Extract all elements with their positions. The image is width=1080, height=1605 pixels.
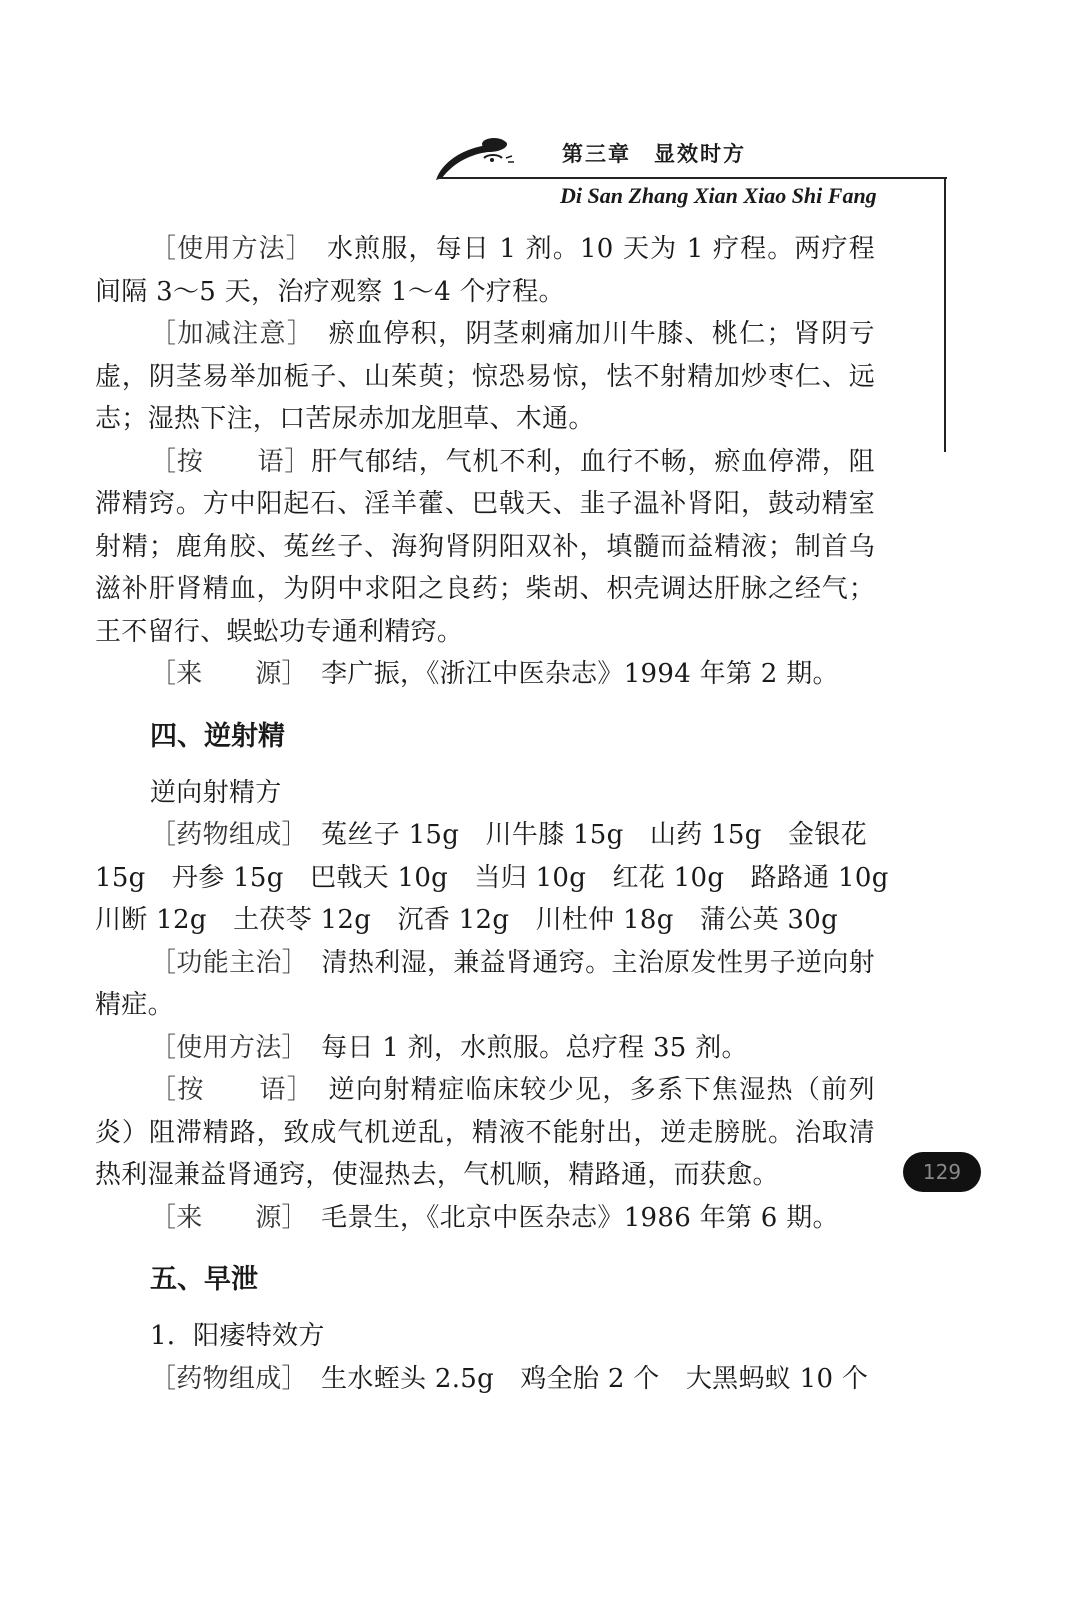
note-paragraph (95, 441, 875, 654)
usage-text: 每日 1 剂，水煎服。总疗程 35 剂。 (294, 1032, 748, 1063)
running-header (0, 0, 1080, 230)
ingredients-text: 生水蛭头 2.5g 鸡全胎 2 个 大黑蚂蚁 10 个 (294, 1363, 869, 1394)
usage-paragraph (95, 228, 875, 313)
function-label: ［功能主治］ (150, 947, 296, 978)
usage-label: ［使用方法］ (150, 234, 300, 264)
source-text: 毛景生，《北京中医杂志》1986 年第 6 期。 (294, 1202, 839, 1233)
ingredients-line (95, 1358, 875, 1401)
modification-label: ［加减注意］ (150, 319, 302, 349)
formula-name: 逆向射精方 (150, 777, 282, 808)
note-label: ［按 语］ (150, 446, 312, 477)
source-paragraph (95, 1197, 875, 1240)
note-text: 肝气郁结，气机不利，血行不畅，瘀血停滞，阻滞精窍。方中阳起石、淫羊藿、巴戟天、韭子温补肾阳，鼓动精室射精；鹿角胶、菟丝子、海狗肾阴阳双补，填髓而益精液；制首乌滋补肝肾精血，为阴中求阳之良药；柴胡、枳壳调达肝脉之经气；王不留行、蜈蚣功专通利精窍。 (95, 446, 875, 647)
formula-name: 1．阳痿特效方 (150, 1321, 325, 1351)
page-number: 129 (903, 1152, 981, 1192)
ingredients-label: ［药物组成］ (150, 1363, 295, 1394)
modification-paragraph (95, 313, 875, 441)
function-text: 清热利湿，兼益肾通窍。主治原发性男子逆向射精症。 (95, 947, 875, 1020)
chapter-pinyin: Di San Zhang Xian Xiao Shi Fang (560, 183, 877, 208)
section-heading: 五、早泄 (150, 1264, 258, 1295)
ingredients-line: 川断 12g 土茯苓 12g 沉香 12g 川杜仲 18g 蒲公英 30g (95, 905, 839, 935)
ingredients-line (95, 814, 875, 857)
header-rule (437, 177, 947, 179)
page-body (95, 228, 889, 1400)
usage-label: ［使用方法］ (150, 1032, 295, 1063)
note-text: 逆向射精症临床较少见，多系下焦湿热（前列炎）阻滞精路，致成气机逆乱，精液不能射出，逆走膀胱。治取清热利湿兼益肾通窍，使湿热去，气机顺，精路通，而获愈。 (95, 1075, 875, 1190)
modification-text: 瘀血停积，阴茎刺痛加川牛膝、桃仁；肾阴亏虚，阴茎易举加栀子、山茱萸；惊恐易惊，怯不射精加炒枣仁、远志；湿热下注，口苦尿赤加龙胆草、木通。 (95, 319, 875, 434)
source-text: 李广振，《浙江中医杂志》1994 年第 2 期。 (294, 659, 839, 689)
usage-paragraph (95, 1027, 875, 1070)
source-label: ［来 源］ (150, 1202, 295, 1233)
margin-rule (944, 177, 946, 452)
note-paragraph (95, 1069, 875, 1197)
usage-text: 水煎服，每日 1 剂。10 天为 1 疗程。两疗程间隔 3～5 天，治疗观察 1～4 个疗程。 (95, 234, 875, 307)
function-paragraph (95, 942, 875, 1027)
ingredients-label: ［药物组成］ (150, 820, 295, 850)
note-label: ［按 语］ (150, 1075, 302, 1105)
section-heading: 四、逆射精 (150, 720, 285, 752)
chapter-title: 第三章 显效时方 (562, 142, 746, 166)
source-paragraph (95, 653, 875, 696)
ingredients-line: 15g 丹参 15g 巴戟天 10g 当归 10g 红花 10g 路路通 10g (95, 862, 889, 893)
source-label: ［来 源］ (150, 659, 295, 689)
ingredients-text: 菟丝子 15g 川牛膝 15g 山药 15g 金银花 (294, 820, 867, 850)
